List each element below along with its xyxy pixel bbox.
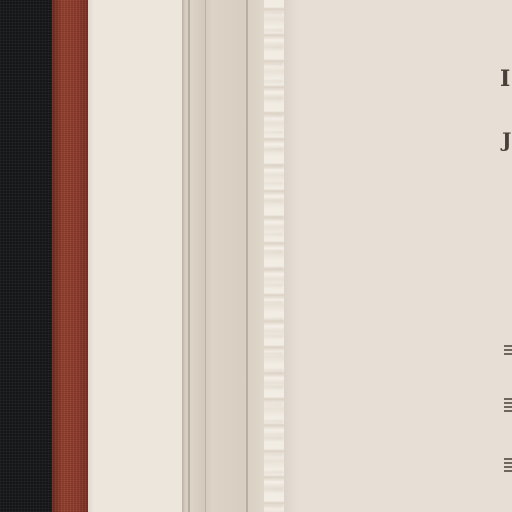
printed-page	[284, 0, 512, 512]
text-fragment-mark	[504, 458, 512, 472]
dark-cloth-cover	[0, 0, 52, 512]
gutter-fold-line	[188, 0, 190, 512]
text-fragment-mark	[504, 345, 512, 357]
endpaper	[88, 0, 182, 512]
text-fragment-mark	[504, 398, 512, 414]
deckle-edge	[264, 0, 284, 512]
text-fragment: J	[502, 128, 512, 152]
red-bookcloth-spine	[52, 0, 88, 512]
gutter-fold-line	[246, 0, 248, 512]
text-fragment: I	[500, 66, 511, 92]
gutter-fold-line	[205, 0, 206, 512]
